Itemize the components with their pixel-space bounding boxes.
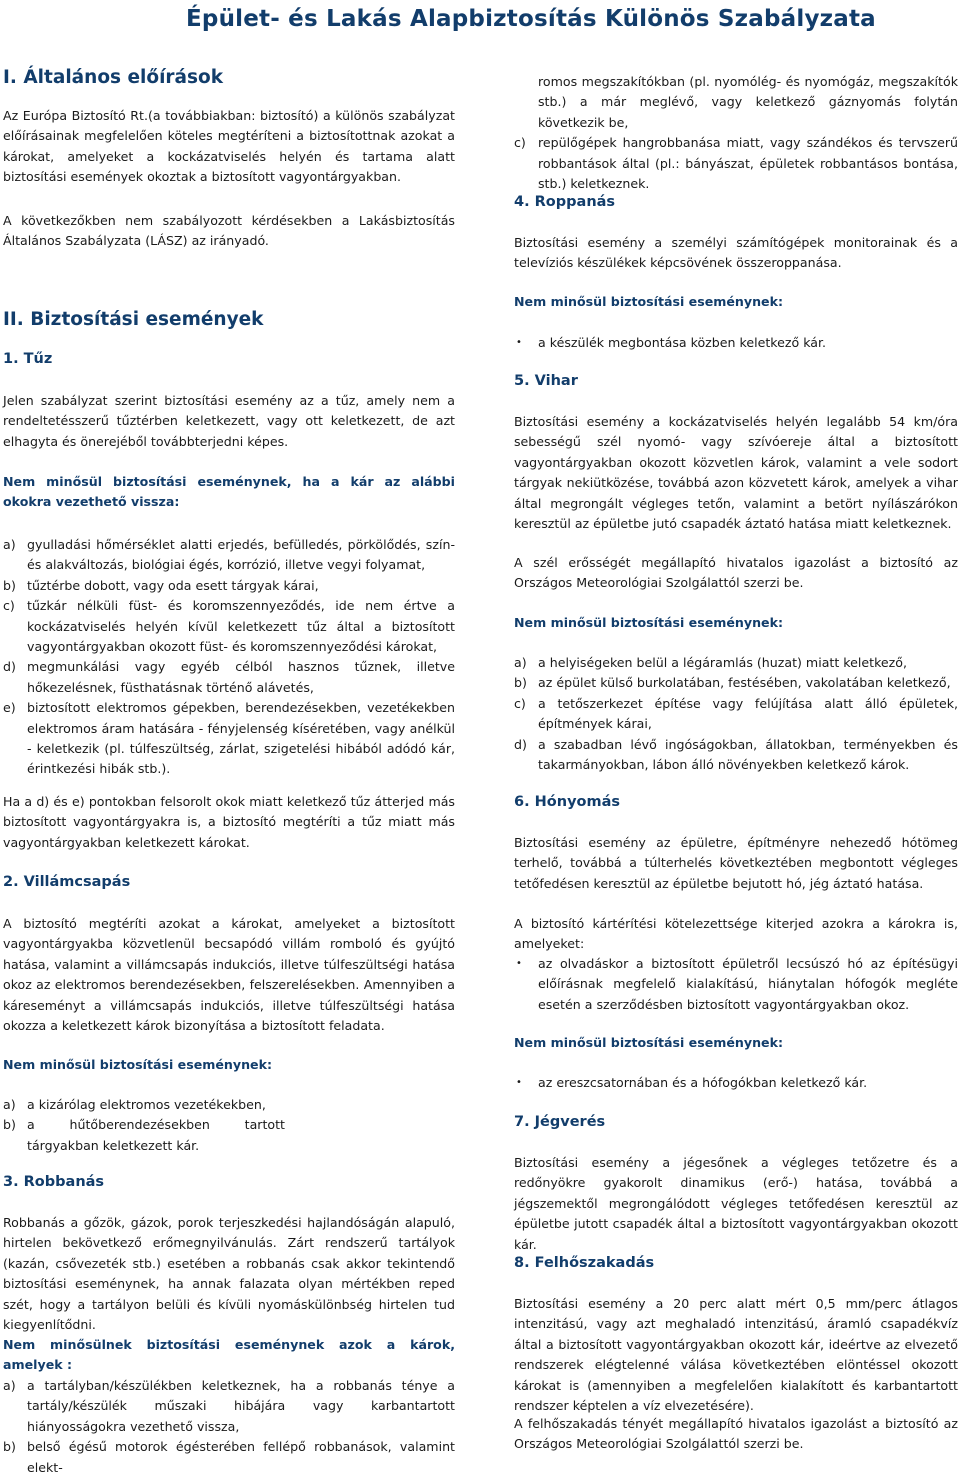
section-general-title: I. Általános előírások [3,67,224,88]
snow-exclusions-list [514,1073,958,1093]
list-item: e) biztosított elektromos gépekben, berendezésekben, vezetékekben elektromos áram hatására - fényjelenség kíséretében, vagy anélkül - keletkezik (pl. túlfeszültség, zárlat, szigetelési hibából adódó kár, érintkezési hibák stb.). [3,700,455,777]
list-item: a) a tartályban/készülékben keletkeznek, ha a robbanás tényе a tartály/készülék műszaki hibájára vagy karbantartott hiányosságokra vezethető vissza, [3,1378,455,1434]
storm-paragraph-2: A szél erősségét megállapító hivatalos igazolást a biztosító az Országos Meteorológiai Szolgálattól szerzi be. [514,555,958,591]
list-item: • a készülék megbontása közben keletkező kár. [516,335,827,350]
cloudburst-title: 8. Felhőszakadás [514,1255,655,1271]
storm-paragraph-1: Biztosítási esemény a kockázatviselés helyén legalább 54 km/óra sebességű szél nyomó- vagy szívóereje által a biztosított vagyontárgyakban okozott közvetlen károk, valamint a vele sodort tárgyak nekiütközése, továbbá azon közvetett károk, amelyek a vihar által megrongált végleges tetőn, valamint a betört nyílászárókon keresztül az épületbe jutó csapadék áztató hatása miatt keletkeznek. [514,414,958,532]
lightning-title: 2. Villámcsapás [3,874,131,890]
fire-paragraph-2: Ha a d) és e) pontokban felsorolt okok miatt keletkező tűz átterjed más biztosított vagyontárgyakra is, a biztosító megtéríti a tűz miatt más vagyontárgyakban keletkezett károkat. [3,794,455,850]
storm-title: 5. Vihar [514,373,578,389]
explosion-exclusions-list-continued [514,72,958,194]
implosion-exclusions-heading: Nem minősül biztosítási eseménynek: [514,294,784,309]
list-item: d) a szabadban lévő ingóságokban, állatokban, terményekben és takarmányokban, lábon álló növényekben keletkező károk. [514,736,958,773]
list-item: b) belső égésű motorok égésterében fellépő robbanások, valamint elekt- [3,1439,455,1475]
list-item: b) tűztérbe dobott, vagy oda esett tárgyak kárai, [3,577,319,593]
list-item: d) megmunkálási vagy egyéb célból hasznos tűznek, illetve hőkezelésnek, füsthatásnak történő alávetés, [3,659,455,695]
list-item: b) a hűtőberendezésekben tartott tárgyakban keletkezett kár. [3,1117,285,1153]
explosion-exclusions-heading: Nem minősülnek biztosítási eseménynek azok a károk, amelyek : [3,1337,455,1373]
list-item: a) a helyiségeken belül a légáramlás (huzat) miatt keletkező, [514,655,907,670]
implosion-paragraph-1: Biztosítási esemény a személyi számítógépek monitorainak és a televíziós készülékek képcsövének összeroppanása. [514,235,958,271]
implosion-exclusions-list [514,333,958,353]
fire-exclusions-list [3,535,455,780]
storm-exclusions-heading: Nem minősül biztosítási eseménynek: [514,615,784,630]
lightning-paragraph-1: A biztosító megtéríti azokat a károkat, amelyeket a biztosított vagyontárgyakba közvetlenül becsapódó villám romboló és gyújtó hatása, valamint a villámcsapás indukciós, illetve túlfeszültségi hatása okoz az elektromos berendezésekben, felszerelésekben. Amennyiben a káreseményt a villámcsapás indukciós, illetve túlfeszültségi hatása okozza a keletkezett károk bizonyítása a biztosított feladata. [3,916,455,1034]
hail-paragraph-1: Biztosítási esemény a jégesőnek a végleges tetőzetre és a redőnyökre gyakorolt dinamikus (erő-) hatása, továbbá a jégszemektől megrongálódott végleges tetőfedésen keresztül az épületbe jutott csapadék által a biztosított vagyontárgyakban okozott kár. [514,1155,958,1252]
lightning-exclusions-list [3,1095,455,1156]
snow-paragraph-1: Biztosítási esemény az épületre, építményre nehezedő hótömeg terhelő, továbbá a túlterhelés következtében megbontott végleges tetőfedésen keresztül az épületbe bejutott hó, jég áztató hatása. [514,835,958,891]
storm-exclusions-list [514,653,958,775]
list-item: c) a tetőszerkezet építése vagy felújítása alatt álló épületek, építmények kárai, [514,695,958,732]
explosion-title: 3. Robbanás [3,1174,105,1190]
fire-title: 1. Tűz [3,351,53,367]
cloudburst-paragraph-2: A felhőszakadás tényét megállapító hivatalos igazolást a biztosító az Országos Meteorológiai Szolgálattól szerzi be. [514,1416,958,1452]
explosion-paragraph-1: Robbanás a gőzök, gázok, porok terjeszkedési hajlandóságán alapuló, hirtelen bekövetkező erőmegnyilvánulás. Zárt rendszerű tartályok (kazán, csővezeték stb.) esetében a robbanás csak akkor tekintendő biztosítási eseménynek, ha annak falazata olyan mértékben reped szét, hogy a tartályon belüli és kívüli nyomáskülönbség hirtelen tud kiegyenlítődni. [3,1215,455,1333]
fire-paragraph-1: Jelen szabályzat szerint biztosítási esemény az a tűz, amely nem a rendeltetésszerű tűztérben keletkezett, vagy ott keletkezett, de azt elhagyta és önerejéből továbbterjedni képes. [3,393,455,449]
list-item: • az olvadáskor a biztosított épületről lecsúszó hó az építésügyi előírásnak megfelelő kialakítású, hiánytalan hófogók megléte esetén a szerződésben biztosított vagyontárgyakban okoz. [516,956,958,1012]
general-paragraph-2: A következőkben nem szabályozott kérdésekben a Lakásbiztosítás Általános Szabályzata (LÁSZ) az irányadó. [3,213,455,249]
snow-exclusions-heading: Nem minősül biztosítási eseménynek: [514,1035,784,1050]
section-events-title: II. Biztosítási események [3,309,264,330]
explosion-exclusions-list [3,1376,455,1478]
page-title: Épület- és Lakás Alapbiztosítás Különös Szabályzata [186,6,876,32]
hail-title: 7. Jégverés [514,1114,606,1130]
list-item: c) repülőgépek hangrobbanása miatt, vagy szándékos és tervszerű robbantások által (pl.: bányászat, épületek robbantásos bontása, stb.) keletkeznek. [514,135,958,192]
general-paragraph-1: Az Európa Biztosító Rt.(a továbbiakban: biztosító) a különös szabályzat előírásainak megfelelően köteles megtéríteni a biztosítottnak azokat a károkat, amelyeket a kockázatviselés helyén és tartama alatt biztosítási események okoztak a biztosított vagyontárgyakban. [3,108,455,185]
lightning-exclusions-heading: Nem minősül biztosítási eseménynek: [3,1057,273,1072]
list-item: c) tűzkár nélküli füst- és koromszennyeződés, ide nem értve a kockázatviselés helyén kívül keletkezett tűz által a biztosított vagyontárgyakban okozott füst- és koromszennyeződési károkat, [3,598,455,655]
snow-title: 6. Hónyomás [514,794,621,810]
snow-coverage-list [514,954,958,1015]
cloudburst-paragraph-1: Biztosítási esemény a 20 perc alatt mért 0,5 mm/perc átlagos intenzitású, vagy azt meghaladó intenzitású, áramló csapadékvíz által a biztosított vagyontárgyakban okozott kár, ideértve az elvezető rendszerek elégtelenné válása következtében elöntéssel okozott károkat is (amennyiben a megfelelően kialakított és karbantartott rendszer képtelen a víz elvezetésére). [514,1296,958,1414]
implosion-title: 4. Roppanás [514,194,616,210]
list-item: romos megszakítókban (pl. nyomólég- és nyomógáz, megszakítók stb.) a már meglévő, vagy keletkező gáznyomás folytán következik be, [538,74,958,130]
list-item: b) az épület külső burkolatában, festésében, vakolatában keletkező, [514,675,951,691]
list-item: a) a kizárólag elektromos vezetékekben, [3,1097,266,1112]
list-item: a) gyulladási hőmérséklet alatti erjedés, befülledés, pörkölődés, szín- és alakváltozás, biológiai égés, korrózió, illetve vegyi folyamat, [3,537,455,573]
fire-exclusions-heading: Nem minősül biztosítási eseménynek, ha a kár az alábbi okokra vezethető vissza: [3,474,455,510]
list-item: • az ereszcsatornában és a hófogókban keletkező kár. [516,1075,868,1090]
snow-paragraph-2: A biztosító kártérítési kötelezettsége kiterjed azokra a károkra is, amelyeket: [514,916,958,952]
